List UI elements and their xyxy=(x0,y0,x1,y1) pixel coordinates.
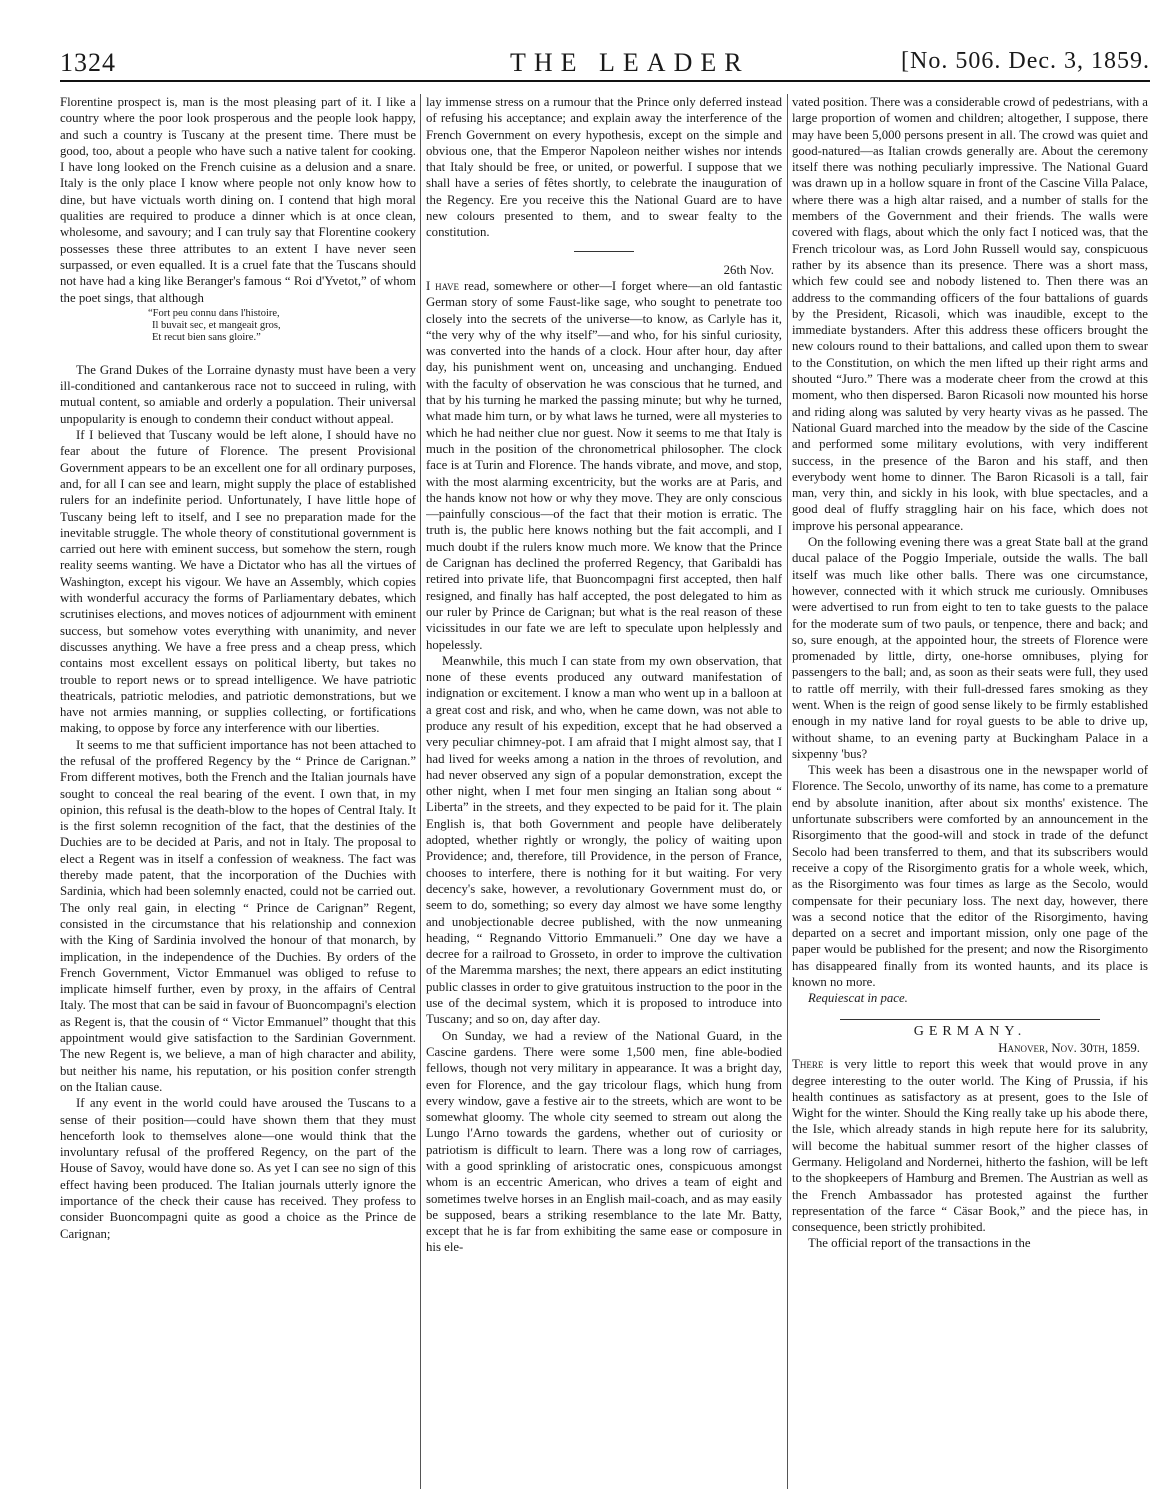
paragraph-lead: There xyxy=(792,1057,824,1072)
section-title: GERMANY. xyxy=(913,1023,1027,1039)
paragraph: If any event in the world could have aroused the Tuscans to a sense of their position—could have shown them that they must henceforth look to themselves alone—one would think that the involuntary refusal of the proffered Regency, on the part of the House of Savoy, would have done so. As yet I can see no sign of this effect having been produced. The Italian journals utterly ignore the importance of the check their cause has received. They profess to consider Buoncompagni quite as good a choice as the Prince de Carignan; xyxy=(60,1096,416,1241)
newspaper-title: THE LEADER xyxy=(510,48,750,77)
column-1 xyxy=(60,94,416,1489)
section-rule xyxy=(840,1019,1100,1020)
closing-line: Requiescat in pace. xyxy=(808,991,908,1006)
paragraph-lead: I have xyxy=(426,278,460,293)
paragraph: This week has been a disastrous one in the newspaper world of Florence. The Secolo, unworthy of its name, has come to a premature end by absolute inanition, after about six months' existence. The unfortunate subscribers were comforted by an announcement in the Risorgimento that the good-will and stock in trade of the defunct Secolo had been transferred to them, and that its subscribers would receive a copy of the Risorgimento gratis for a whole week, which, as the Risorgimento was four times as large as the Secolo, would compensate for their pecuniary loss. The next day, however, there was a second notice that the editor of the Risorgimento, having departed on a secret and important mission, only one page of the paper would be published for the present; and now the Risorgimento has disappeared finally from its wonted haunts, and its place is known no more. xyxy=(792,763,1148,990)
dateline: 26th Nov. xyxy=(723,262,774,277)
paragraph: lay immense stress on a rumour that the Prince only deferred instead of refusing his acceptance; and explain away the interference of the French Government on every hypothesis, except on the simple and obvious one, that the Emperor Napoleon neither wishes nor intends that Italy should be free, or united, or powerful. I suppose that we shall have a series of fêtes shortly, to celebrate the inauguration of the Regency. Ere you receive this the National Guard are to have new colours presented to them, and to swear fealty to the constitution. xyxy=(426,95,782,240)
paragraph: If I believed that Tuscany would be left alone, I should have no fear about the future of Florence. The present Provisional Government appears to be an excellent one for all ordinary purposes, and, for all I can see and learn, might supply the place of established rulers for an indefinite period. Unfortunately, I have little hope of Tuscany being left to itself, and I see no preparation made for the inevitable struggle. The whole theory of constitutional government is carried out here with eminent success, but somehow the stern, rough reality seems wanting. We have a Dictator who has all the virtues of Washington, except his vigour. We have an Assembly, which copies with wonderful accuracy the forms of Parliamentary debates, which scrutinises elections, and moves notices of adjournment with eminent success, but somehow votes everything with unanimity, and never discusses anything. We have a free press and a cheap press, which contains most excellent essays on political liberty, but takes no trouble to report news or to spread intelligence. We have patriotic theatricals, patriotic melodies, and patriotic demonstrations, but we have not armies manning, or supplies collecting, or fortifications making, to oppose by force any interference with our liberties. xyxy=(60,428,416,736)
paragraph: Meanwhile, this much I can state from my own observation, that none of these events produced any outward manifestation of indignation or excitement. I know a man who went up in a balloon at a great cost and risk, and who, when he came down, was not able to produce any result of his expedition, except that he had observed a very peculiar chimney-pot. I am afraid that I might almost say, that I had lived for weeks among a nation in the throes of revolution, and had never observed any sign of a popular demonstration, except the other night, when I met four men singing an Italian song about “ Liberta” in the streets, and they expected to be paid for it. The plain English is, that both Government and people have deliberately adopted, whether rightly or wrongly, the policy of waiting upon Providence; and, therefore, till Providence, in the person of France, chooses to interfere, there is nothing for it but waiting. For very decency's sake, however, a revolutionary Government must do, or seem to do, something; so every day almost we have some lengthy and unobjectionable decree published, with the now unmeaning heading, “ Regnando Vittorio Emmanueli.” One day we have a decree for a railroad to Grosseto, in order to improve the cultivation of the Maremma marshes; the next, there appears an edict instituting public classes in order to give gratuitous instruction to the poor in the use of the decimal system, which it is proposed to introduce into Tuscany; and so on, day after day. xyxy=(426,653,782,1027)
verse-line: “Fort peu connu dans l'histoire, xyxy=(148,307,280,319)
column-rule-2 xyxy=(787,94,788,1489)
paragraph: On the following evening there was a great State ball at the grand ducal palace of the Poggio Imperiale, outside the walls. The ball itself was much like other balls. There was one circumstance, however, connected with it which struck me curiously. Omnibuses were advertised to run from eight to ten to take guests to the palace for the moderate sum of two pauls, or tenpence, there and back; and so, sure enough, at the appointed hour, the streets of Florence were promenaded by little, dirty, one-horse omnibuses, plying for passengers to the ball; and, as soon as their seats were full, they used to rattle off merrily, with their full-dressed fares smoking as they went. When is the reign of good sense likely to be firmly established enough in my native land for royal guests to be able to drive up, without shame, to an evening party at Buckingham Palace in a sixpenny 'bus? xyxy=(792,535,1148,761)
paragraph-body: is very little to report this week that would prove in any degree interesting to the outer world. The King of Prussia, if his health continues as satisfactory as at present, goes to the Isle of Wight for the winter. Should the King really take up his abode there, the Isle, which already stands in high repute here for its salubrity, will become the habitual summer resort of the higher classes of Germany. Heligoland and Nordernei, hitherto the fashion, will be left to the shopkeepers of Hamburg and Bremen. The Austrian as well as the French Ambassador has protested against the further representation of the farce “ Cäsar Book,” and the piece has, in consequence, been strictly prohibited. xyxy=(792,1057,1148,1235)
paragraph: On Sunday, we had a review of the National Guard, in the Cascine gardens. There were some 1,500 men, fine able-bodied fellows, though not very military in appearance. It was a bright day, even for Florence, and the gay tricolour flags, which hung from every window, gave a festive air to the streets, which are wont to be somewhat gloomy. The whole city seemed to stream out along the Lungo l'Arno towards the gardens, whether out of curiosity or patriotism is difficult to learn. There was a long row of carriages, with a good sprinkling of aristocratic ones, conspicuous amongst whom is an eccentric American, who drives a team of eight and sometimes twelve horses in an English mail-coach, and as may easily be supposed, bears a striking resemblance to the late Mr. Batty, except that he is far from exhibiting the same ease or composure in his ele- xyxy=(426,1028,782,1255)
paragraph xyxy=(426,278,782,653)
paragraph: It seems to me that sufficient importance has not been attached to the refusal of the proffered Regency by the “ Prince de Carignan.” From different motives, both the French and the Italian journals have sought to conceal the real bearing of the event. I own that, in my opinion, this refusal is the death-blow to the hopes of Central Italy. It is the first solemn recognition of the fact, that the destinies of the Duchies are to be decided at Paris, and not in Italy. The proposal to elect a Regent was in itself a confession of weakness. The fact was thereby made patent, that the incorporation of the Duchies with Sardinia, which had been solemnly enacted, could not be carried out. The only real gain, in electing “ Prince de Carignan” Regent, consisted in the circumstance that his relationship and connexion with the King of Sardinia involved the honour of that monarch, by implication, in the independence of the Duchies. By orders of the French Government, Victor Emmanuel was obliged to refuse to implicate himself further, even by proxy, in the affairs of Central Italy. The most that can be said in favour of Buoncompagni's election as Regent is, that the cousin of “ Victor Emmanuel” thought that this appointment would give satisfaction to the Sardinian Government. The new Regent is, we believe, a man of high character and ability, but neither his name, his reputation, or his position confer strength on the Italian cause. xyxy=(60,737,416,1094)
paragraph-body: read, somewhere or other—I forget where—an old fantastic German story of some Faust-like sage, who sought to penetrate too closely into the secrets of the universe—to know, as Carlyle has it, “the very why of the why itself”—and who, for his sinful curiosity, was converted into the hands of a clock. Hour after hour, day after day, his punishment went on, unceasing and unchanging. Endued with the faculty of observation he was conscious that he turned, and that by his turning he marked the passing minute; but why he turned, what made him turn, or by what laws he turned, were all mysteries to which he had neither clue nor guest. Now it seems to me that Italy is much in the position of the chronometrical philosopher. The clock face is at Turin and Florence. The hands vibrate, and move, and stop, with the most alarming excentricity, but the works are at Paris, and the hands know not how or why they move. They are only conscious—painfully conscious—of the fact that their motion is erratic. The truth is, the public here knows nothing but the fait accompli, and I much doubt if the rulers know much more. We know that the Prince de Carignan has declined the proferred Regency, that Garibaldi has retired into private life, that Buoncompagni first accepted, then half resigned, and finally has half accepted, the post delegated to him as our ruler by Prince de Carignan; but what is the real reason of these vicissitudes in our fate we are left to speculate upon helplessly and hopelessly. xyxy=(426,278,782,652)
section-dateline: Hanover, Nov. 30th, 1859. xyxy=(998,1040,1140,1055)
paragraph: Florentine prospect is, man is the most pleasing part of it. I like a country where the poor look prosperous and the people look happy, and such a country is Tuscany at the present time. There must be good, too, about a people who have such a native talent for cooking. I have long looked on the French cuisine as a delusion and a snare. Italy is the only place I know where people not only know how to dine, but have victuals worth dining on. I contend that high moral qualities are required to produce a dinner which is at once clean, wholesome, and savoury; and I can truly say that Florentine cookery possesses these three attributes to an extent I have never seen surpassed, or even equalled. It is a cruel fate that the Tuscans should not have had a king like Beranger's famous “ Roi d'Yvetot,” of whom the poet sings, that although xyxy=(60,95,416,305)
verse-line: Et recut bien sans gloire.” xyxy=(152,331,261,343)
issue-date: [No. 506. Dec. 3, 1859. xyxy=(901,48,1150,74)
paragraph: The Grand Dukes of the Lorraine dynasty must have been a very ill-conditioned and cantankerous race not to succeed in ruling, with mutual content, so amiable and orderly a population. Their universal unpopularity is enough to condemn their conduct without appeal. xyxy=(60,362,416,426)
paragraph: The official report of the transactions in the xyxy=(808,1236,1031,1251)
verse-quote xyxy=(148,308,416,344)
page-number: 1324 xyxy=(60,48,116,77)
column-3 xyxy=(792,94,1148,1489)
paragraph xyxy=(792,1056,1148,1235)
separator-rule xyxy=(574,251,634,252)
paragraph: vated position. There was a considerable crowd of pedestrians, with a large proportion of women and children; altogether, I suppose, there may have been 5,000 persons present in all. The crowd was quiet and good-natured—as Italian crowds generally are. About the ceremony itself there was nothing peculiarly impressive. The National Guard was drawn up in a hollow square in front of the Cascine Villa Palace, where there was a high altar raised, and a number of stalls for the members of the Government and their friends. The walls were covered with flags, about which the only fact I noticed was, that the French tricolour was, as Lord John Russell would say, conspicuous rather by its absence than its presence. There was a short mass, which few could see and nobody listened to. Then there was an address to the commanding officers of the four battalions of guards by the President, Ricasoli, which was inaudible, except to the immediate bystanders. After this address these officers brought the new colours round to their battalions, and called upon them to swear to the Constitution, on which the men lifted up their right arms and shouted “Juro.” There was a moderate cheer from the crowd at this moment, who then dispersed. Baron Ricasoli now mounted his horse and riding along was saluted by very hearty vivas as he passed. The National Guard marched into the meadow by the side of the Cascine and performed some military evolutions, with very indifferent success, in the presence of the Baron and his staff, and then everybody went home to dinner. The Baron Ricasoli is a tall, fair man, very thin, and sickly in his look, with blue spectacles, and a good deal of fluffy straggling hair on his face, which does not improve his personal appearance. xyxy=(792,95,1148,533)
column-2 xyxy=(426,94,782,1489)
verse-line: Il buvait sec, et mangeait gros, xyxy=(152,319,281,331)
masthead xyxy=(60,44,1150,82)
column-rule-1 xyxy=(420,94,421,1489)
